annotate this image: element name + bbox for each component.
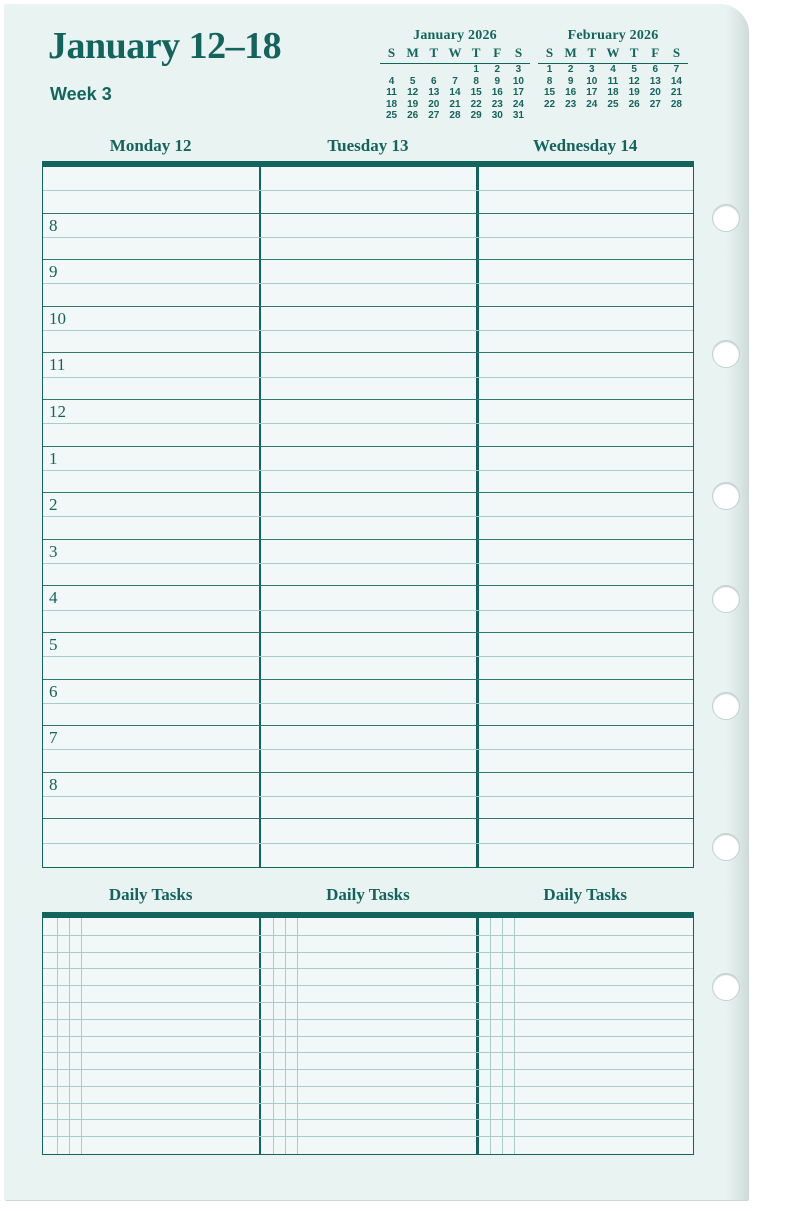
half-hour-rule — [43, 283, 693, 284]
date-cell[interactable]: 26 — [407, 110, 419, 121]
date-cell[interactable]: 12 — [628, 75, 640, 87]
appointment-row[interactable] — [43, 773, 693, 820]
date-cell[interactable]: 28 — [449, 110, 461, 121]
mini-calendar-title: January 2026 — [413, 28, 497, 43]
date-cell[interactable]: 29 — [470, 110, 482, 121]
binder-hole — [712, 833, 740, 861]
task-row-rule — [43, 935, 693, 936]
half-hour-rule — [43, 470, 693, 471]
weekday-cell: W — [606, 45, 620, 60]
appointment-row[interactable] — [43, 819, 693, 866]
date-cell[interactable]: 14 — [449, 87, 461, 98]
task-checkbox-column-rule — [69, 918, 70, 1154]
appointment-row[interactable] — [43, 353, 693, 400]
daily-tasks-heading-tuesday: Daily Tasks — [326, 885, 410, 904]
half-hour-rule — [43, 563, 693, 564]
half-hour-rule — [43, 377, 693, 378]
hour-label: 10 — [49, 308, 66, 328]
half-hour-rule — [43, 703, 693, 704]
date-cell[interactable]: 24 — [586, 98, 598, 110]
binder-hole — [712, 692, 740, 720]
hour-label: 11 — [49, 355, 66, 375]
date-cell[interactable]: 10 — [512, 75, 524, 87]
date-cell[interactable]: 16 — [491, 87, 503, 98]
hour-label: 6 — [49, 681, 58, 701]
appointment-row[interactable] — [43, 400, 693, 447]
date-cell[interactable]: 1 — [473, 64, 479, 75]
date-cell[interactable]: 13 — [428, 87, 440, 98]
hour-label: 8 — [49, 774, 58, 794]
day-heading-row — [42, 136, 694, 156]
task-row-rule — [43, 1002, 693, 1003]
date-cell[interactable]: 23 — [491, 98, 503, 110]
date-cell[interactable]: 22 — [470, 98, 482, 110]
task-checkbox-column-rule — [297, 918, 298, 1154]
weekday-cell: T — [429, 45, 439, 60]
daily-tasks-grid[interactable] — [42, 912, 694, 1155]
task-row-rule — [43, 952, 693, 953]
hour-label: 7 — [49, 728, 58, 748]
weekday-cell: S — [387, 45, 396, 60]
task-row-rule — [43, 1052, 693, 1053]
date-cell[interactable]: 23 — [565, 98, 577, 110]
date-cell[interactable]: 7 — [452, 75, 458, 87]
mini-calendar-week — [380, 87, 530, 99]
day-heading-wednesday: Wednesday 14 — [533, 136, 638, 155]
task-checkbox-column-rule — [490, 918, 491, 1154]
mini-calendar-week — [380, 76, 530, 88]
binder-hole — [712, 204, 740, 232]
task-checkbox-column-rule — [81, 918, 82, 1154]
task-checkbox-column-rule — [285, 918, 286, 1154]
date-cell[interactable]: 17 — [512, 87, 524, 98]
task-checkbox-column-rule — [502, 918, 503, 1154]
date-cell[interactable]: 17 — [586, 87, 598, 98]
date-cell[interactable]: 5 — [409, 75, 416, 87]
date-cell[interactable]: 3 — [515, 64, 522, 75]
date-cell[interactable]: 13 — [649, 75, 661, 87]
date-cell[interactable] — [424, 64, 443, 76]
appointment-row[interactable] — [43, 680, 693, 727]
date-cell[interactable]: 1 — [546, 64, 553, 75]
appointment-row[interactable] — [43, 260, 693, 307]
appointment-row[interactable] — [43, 307, 693, 354]
task-row-rule — [43, 1086, 693, 1087]
appointment-row[interactable] — [43, 633, 693, 680]
mini-calendar-week — [380, 99, 530, 111]
half-hour-rule — [43, 610, 693, 611]
half-hour-rule — [43, 423, 693, 424]
date-cell[interactable]: 2 — [494, 64, 501, 75]
weekday-cell: T — [587, 45, 597, 60]
date-cell[interactable]: 22 — [543, 98, 556, 110]
date-cell[interactable]: 7 — [673, 64, 680, 75]
page-title: January 12–18 — [48, 25, 282, 67]
appointment-row[interactable] — [43, 726, 693, 773]
weekday-cell: W — [448, 45, 462, 60]
date-cell[interactable]: 21 — [670, 87, 682, 98]
hour-label: 3 — [49, 541, 58, 561]
date-cell[interactable]: 20 — [649, 87, 661, 98]
date-cell[interactable] — [382, 64, 401, 76]
weekday-cell: T — [629, 45, 639, 60]
day-heading-tuesday: Tuesday 13 — [327, 136, 409, 155]
date-cell[interactable]: 6 — [652, 64, 659, 75]
date-cell[interactable]: 3 — [589, 64, 595, 75]
date-cell[interactable]: 11 — [607, 75, 619, 87]
mini-calendar-week — [538, 64, 688, 76]
binder-hole — [712, 585, 740, 613]
half-hour-rule — [43, 749, 693, 750]
daily-tasks-heading-row — [42, 885, 694, 905]
date-cell[interactable]: 27 — [428, 110, 440, 121]
daily-tasks-heading-monday: Daily Tasks — [108, 885, 193, 904]
half-hour-rule — [43, 843, 693, 844]
planner-sheet — [4, 4, 748, 1200]
task-row-rule — [43, 1103, 693, 1104]
task-checkbox-column-rule — [57, 918, 58, 1154]
date-cell[interactable]: 19 — [407, 98, 419, 110]
mini-calendar-week — [538, 87, 688, 99]
binder-hole — [712, 973, 740, 1001]
appointment-row[interactable] — [43, 214, 693, 261]
weekday-cell: S — [545, 45, 554, 60]
hour-label: 4 — [49, 588, 58, 608]
date-cell[interactable]: 26 — [628, 98, 640, 110]
date-cell[interactable]: 18 — [385, 98, 398, 110]
half-hour-rule — [43, 237, 693, 238]
mini-calendar-week — [380, 64, 530, 76]
date-cell[interactable]: 4 — [610, 64, 616, 75]
task-checkbox-column-rule — [514, 918, 515, 1154]
mini-calendar-february — [538, 28, 688, 110]
date-cell[interactable]: 15 — [543, 87, 556, 98]
date-cell[interactable]: 18 — [607, 87, 619, 98]
hour-label: 1 — [49, 448, 58, 468]
date-cell[interactable]: 8 — [473, 75, 479, 87]
weekday-cell: F — [493, 45, 502, 60]
date-cell[interactable]: 31 — [512, 110, 524, 121]
date-cell[interactable]: 25 — [607, 98, 619, 110]
mini-calendar-week — [538, 76, 688, 88]
weekday-cell: S — [672, 45, 681, 60]
half-hour-rule — [43, 330, 693, 331]
appointment-row[interactable] — [43, 586, 693, 633]
date-cell[interactable]: 2 — [567, 64, 574, 75]
appointment-row[interactable] — [43, 540, 693, 587]
date-cell[interactable]: 25 — [385, 110, 398, 121]
appointment-row[interactable] — [43, 167, 693, 214]
weekday-cell: M — [564, 45, 577, 60]
mini-calendar-weekday-row — [380, 44, 530, 64]
task-checkbox-column-rule — [273, 918, 274, 1154]
appointment-row[interactable] — [43, 447, 693, 494]
date-cell[interactable]: 6 — [431, 75, 437, 87]
date-cell[interactable]: 15 — [470, 87, 482, 98]
mini-calendar-week — [380, 110, 530, 122]
mini-calendar-january — [380, 28, 530, 122]
half-hour-rule — [43, 656, 693, 657]
date-cell[interactable]: 16 — [565, 87, 577, 98]
task-row-rule — [43, 1136, 693, 1137]
weekday-cell: M — [406, 45, 419, 60]
date-cell[interactable]: 4 — [388, 75, 395, 87]
date-cell[interactable]: 14 — [670, 75, 682, 87]
half-hour-rule — [43, 516, 693, 517]
hour-label: 8 — [49, 215, 58, 235]
task-row-rule — [43, 1069, 693, 1070]
weekday-cell: S — [514, 45, 523, 60]
date-cell[interactable]: 27 — [649, 98, 661, 110]
date-cell[interactable]: 10 — [586, 75, 598, 87]
task-row-rule — [43, 968, 693, 969]
half-hour-rule — [43, 190, 693, 191]
binder-hole — [712, 482, 740, 510]
date-cell[interactable]: 30 — [491, 110, 503, 121]
appointment-row[interactable] — [43, 493, 693, 540]
daily-tasks-heading-wednesday: Daily Tasks — [543, 885, 628, 904]
date-cell[interactable]: 20 — [428, 98, 440, 110]
date-cell[interactable]: 21 — [449, 98, 461, 110]
mini-calendar-weekday-row — [538, 44, 688, 64]
date-cell[interactable] — [403, 64, 422, 76]
task-row-rule — [43, 1019, 693, 1020]
task-row-rule — [43, 1036, 693, 1037]
hour-label: 2 — [49, 495, 58, 515]
date-cell[interactable] — [445, 64, 464, 76]
appointment-grid[interactable] — [42, 161, 694, 868]
half-hour-rule — [43, 796, 693, 797]
task-row-rule — [43, 1119, 693, 1120]
date-cell[interactable]: 24 — [512, 98, 524, 110]
mini-calendar-week — [538, 99, 688, 111]
date-cell[interactable]: 28 — [670, 98, 682, 110]
date-cell[interactable]: 9 — [567, 75, 574, 87]
hour-label: 12 — [49, 402, 66, 421]
date-cell[interactable]: 8 — [546, 75, 553, 87]
date-cell[interactable]: 11 — [386, 87, 397, 98]
date-cell[interactable]: 19 — [628, 87, 640, 98]
date-cell[interactable]: 12 — [407, 87, 419, 98]
week-number-label: Week 3 — [50, 84, 112, 104]
date-cell[interactable]: 5 — [631, 64, 637, 75]
weekday-cell: T — [471, 45, 481, 60]
hour-label: 5 — [49, 635, 58, 654]
date-cell[interactable]: 9 — [494, 75, 501, 87]
day-heading-monday: Monday 12 — [109, 136, 192, 155]
mini-calendar-title: February 2026 — [567, 28, 659, 43]
binder-hole — [712, 340, 740, 368]
task-row-rule — [43, 985, 693, 986]
weekday-cell: F — [651, 45, 660, 60]
hour-label: 9 — [49, 262, 58, 282]
